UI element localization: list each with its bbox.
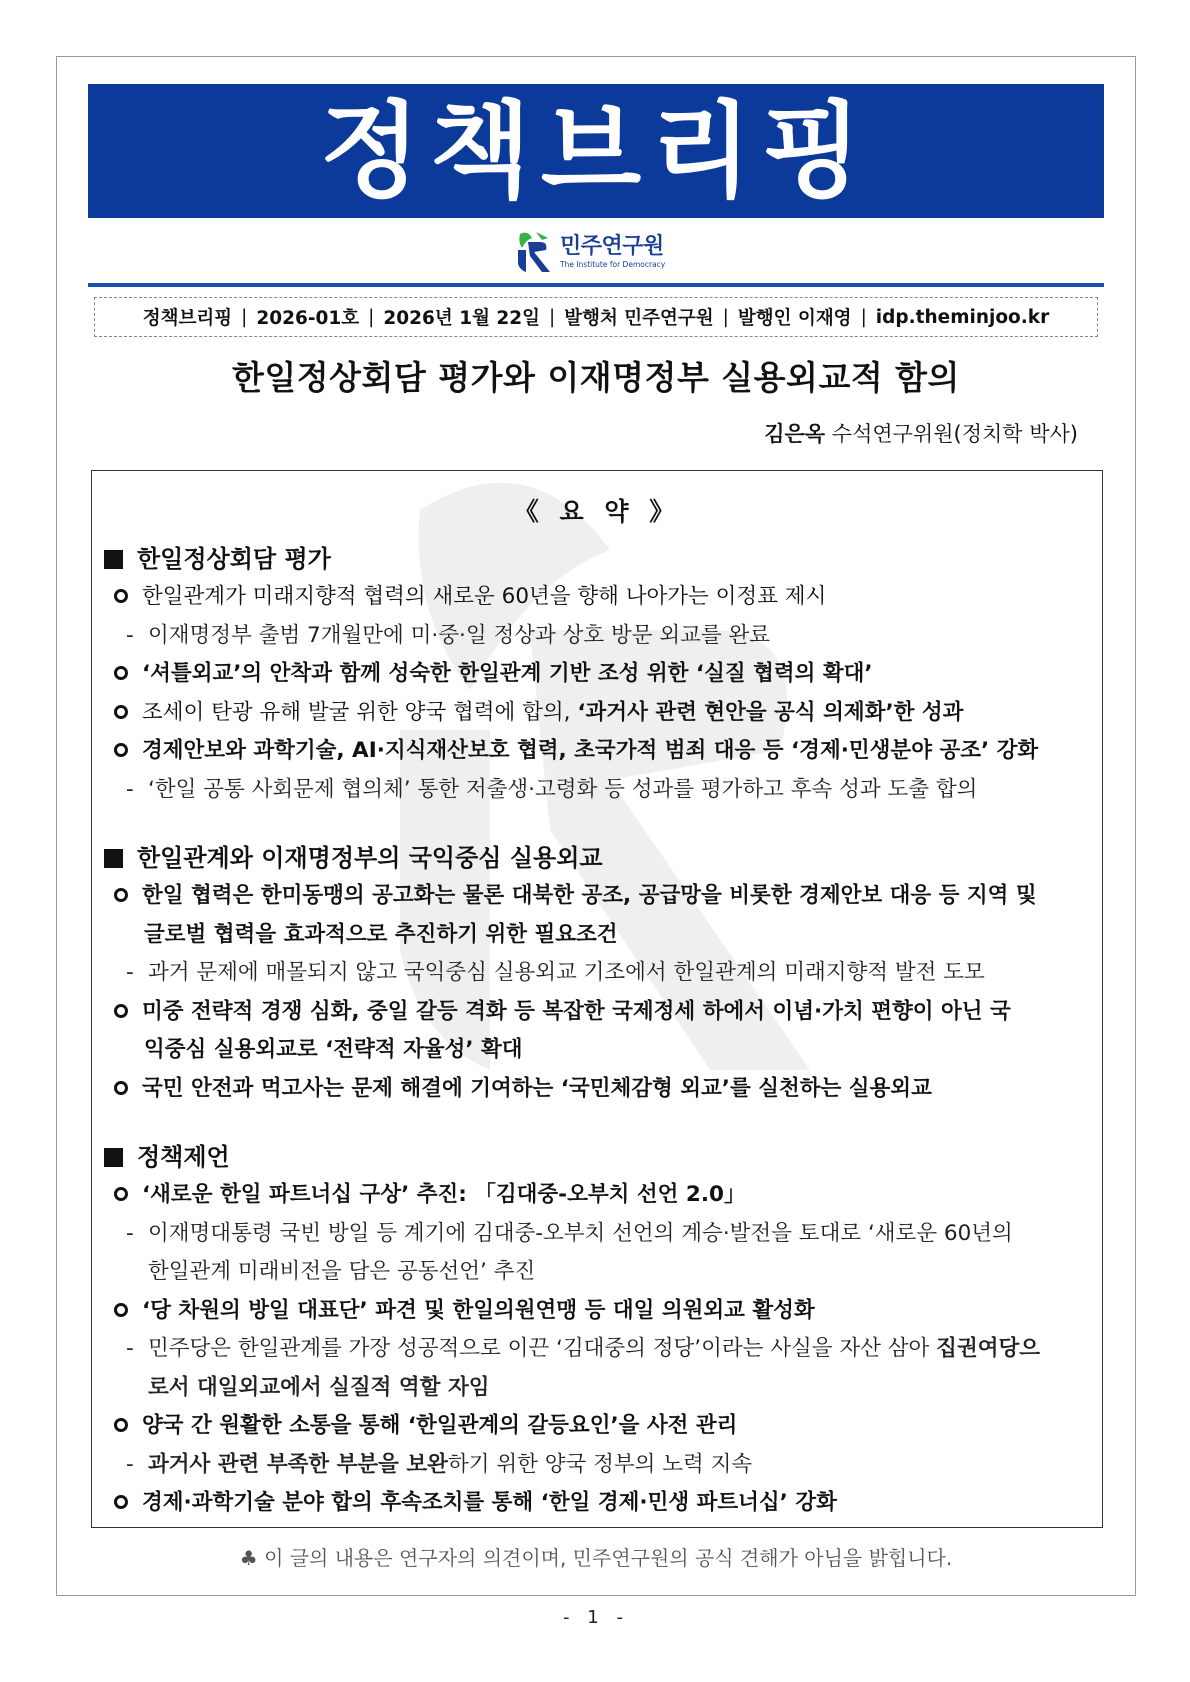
item-continuation: 한일관계 미래비전을 담은 공동선언’ 추진: [148, 1259, 536, 1284]
author-position: 수석연구위원(정치학 박사): [831, 422, 1078, 446]
item-text: 국민 안전과 먹고사는 문제 해결에 기여하는 ‘국민체감형 외교’를 실천하는 실용외교: [142, 1075, 932, 1101]
dash-item: [96, 771, 1098, 810]
circle-bullet-icon: [114, 1418, 128, 1432]
item-text: 한일 협력은 한미동맹의 공고화는 물론 대북한 공조, 공급망을 비롯한 경제안보 대응 등 지역 및: [142, 883, 1037, 908]
summary-heading: 《 요 약 》: [513, 497, 681, 526]
dash-marker: -: [126, 960, 134, 985]
black-square-icon: [104, 550, 123, 569]
item-text: 경제·과학기술 분야 합의 후속조치를 통해 ‘한일 경제·민생 파트너십’ 강화: [142, 1490, 837, 1515]
item-continuation: 글로벌 협력을 효과적으로 추진하기 위한 필요조건: [144, 921, 618, 947]
page-number: - 1 -: [563, 1607, 629, 1628]
section-heading: [96, 839, 1098, 877]
dash-item: [96, 954, 1098, 993]
info-item: idp.theminjoo.kr: [875, 306, 1050, 328]
item-text: 한일관계가 미래지향적 협력의 새로운 60년을 향해 나아가는 이정표 제시: [142, 584, 827, 609]
bullet-item: [96, 1176, 1098, 1215]
summary-content: [96, 490, 1098, 1523]
disclaimer-text: 이 글의 내용은 연구자의 의견이며, 민주연구원의 공식 견해가 아님을 밝힙니다.: [264, 1546, 953, 1570]
dash-marker: -: [126, 776, 134, 802]
dash-item: [96, 1446, 1098, 1485]
section-title: 한일관계와 이재명정부의 국익중심 실용외교: [137, 844, 603, 872]
info-separator: |: [549, 306, 556, 328]
item-text: 하기 위한 양국 정부의 노력 지속: [447, 1451, 753, 1477]
circle-bullet-icon: [114, 1495, 128, 1509]
bullet-item: [96, 578, 1098, 617]
section-heading: [96, 540, 1098, 578]
item-text: ‘셔틀외교’의 안착과 함께 성숙한 한일관계 기반 조성 위한 ‘실질 협력의 확대’: [142, 661, 873, 686]
circle-bullet-icon: [114, 1004, 128, 1018]
item-text: 미중 전략적 경쟁 심화, 중일 갈등 격화 등 복잡한 국제정세 하에서 이념·가치 편향이 아닌 국: [142, 998, 1011, 1024]
circle-bullet-icon: [114, 589, 128, 603]
info-item: 발행인 이재영: [737, 308, 852, 329]
dash-item: [96, 617, 1098, 656]
dash-marker: -: [126, 1451, 134, 1477]
document-title: 한일정상회담 평가와 이재명정부 실용외교적 함의: [232, 358, 960, 397]
circle-bullet-icon: [114, 1081, 128, 1095]
dash-marker: -: [126, 1336, 134, 1361]
bullet-item: [96, 694, 1098, 733]
info-item: 정책브리핑: [142, 308, 233, 329]
dash-item: [96, 1330, 1098, 1407]
header-rule: [88, 283, 1104, 287]
banner-title: 정책브리핑: [319, 90, 873, 212]
dash-marker: -: [126, 1220, 134, 1246]
item-text: 조세이 탄광 유해 발굴 위한 양국 협력에 합의,: [142, 699, 578, 725]
item-text: 양국 간 원활한 소통을 통해 ‘한일관계의 갈등요인’을 사전 관리: [142, 1413, 738, 1438]
item-emphasis: ‘과거사 관련 현안을 공식 의제화’한 성과: [577, 699, 964, 725]
circle-bullet-icon: [114, 1303, 128, 1317]
author-name: 김은옥: [764, 422, 826, 446]
bullet-item: [96, 732, 1098, 771]
dash-marker: -: [126, 622, 134, 648]
info-item: 발행처 민주연구원: [564, 308, 714, 329]
item-text: 과거 문제에 매몰되지 않고 국익중심 실용외교 기조에서 한일관계의 미래지향적 발전 도모: [148, 960, 985, 985]
publication-info-bar: [94, 297, 1098, 337]
logo-emblem-icon: [512, 228, 554, 276]
bullet-item: [96, 1070, 1098, 1109]
item-continuation: 익중심 실용외교로 ‘전략적 자율성’ 확대: [144, 1037, 523, 1062]
info-separator: |: [368, 306, 375, 328]
item-text: 민주당은 한일관계를 가장 성공적으로 이끈 ‘김대중의 정당’이라는 사실을 자산 삼아: [148, 1336, 937, 1361]
item-text: ‘새로운 한일 파트너십 구상’ 추진: 「김대중-오부치 선언 2.0」: [142, 1182, 746, 1207]
info-separator: |: [722, 306, 729, 328]
black-square-icon: [104, 1148, 123, 1167]
circle-bullet-icon: [114, 666, 128, 680]
black-square-icon: [104, 849, 123, 868]
bullet-item: [96, 655, 1098, 694]
bullet-item: [96, 877, 1098, 954]
logo-name: 민주연구원: [560, 234, 664, 260]
circle-bullet-icon: [114, 1187, 128, 1201]
info-item: 2026년 1월 22일: [383, 308, 540, 329]
logo-subtitle: The Institute for Democracy: [560, 259, 666, 269]
dash-item: [96, 1215, 1098, 1292]
institute-logo: [512, 226, 665, 278]
item-emphasis: 과거사 관련 부족한 부분을 보완: [148, 1451, 448, 1477]
item-text: 이재명정부 출범 7개월만에 미·중·일 정상과 상호 방문 외교를 완료: [148, 622, 771, 648]
bullet-item: [96, 1292, 1098, 1331]
item-continuation: 로서 대일외교에서 실질적 역할 자임: [148, 1374, 490, 1400]
circle-bullet-icon: [114, 743, 128, 757]
circle-bullet-icon: [114, 705, 128, 719]
item-text: ‘당 차원의 방일 대표단’ 파견 및 한일의원연맹 등 대일 의원외교 활성화: [142, 1297, 815, 1323]
briefing-banner: [88, 84, 1104, 218]
bullet-item: [96, 993, 1098, 1070]
bullet-item: [96, 1484, 1098, 1523]
item-text: 경제안보와 과학기술, AI·지식재산보호 협력, 초국가적 범죄 대응 등 ‘경제·민생분야 공조’ 강화: [142, 738, 1039, 763]
section-title: 한일정상회담 평가: [137, 545, 331, 573]
item-text: 이재명대통령 국빈 방일 등 계기에 김대중-오부치 선언의 계승·발전을 토대로 ‘새로운 60년의: [148, 1220, 1013, 1246]
bullet-item: [96, 1407, 1098, 1446]
disclaimer-footnote: [88, 1542, 1104, 1571]
club-icon: ♣: [239, 1546, 258, 1570]
info-separator: |: [860, 306, 867, 328]
info-separator: |: [241, 306, 248, 328]
item-text: ‘한일 공통 사회문제 협의체’ 통한 저출생·고령화 등 성과를 평가하고 후속 성과 도출 합의: [148, 776, 978, 802]
section-heading: [96, 1138, 1098, 1176]
circle-bullet-icon: [114, 888, 128, 902]
item-emphasis: 집권여당으: [936, 1336, 1041, 1361]
info-item: 2026-01호: [256, 308, 360, 329]
section-title: 정책제언: [137, 1143, 230, 1171]
